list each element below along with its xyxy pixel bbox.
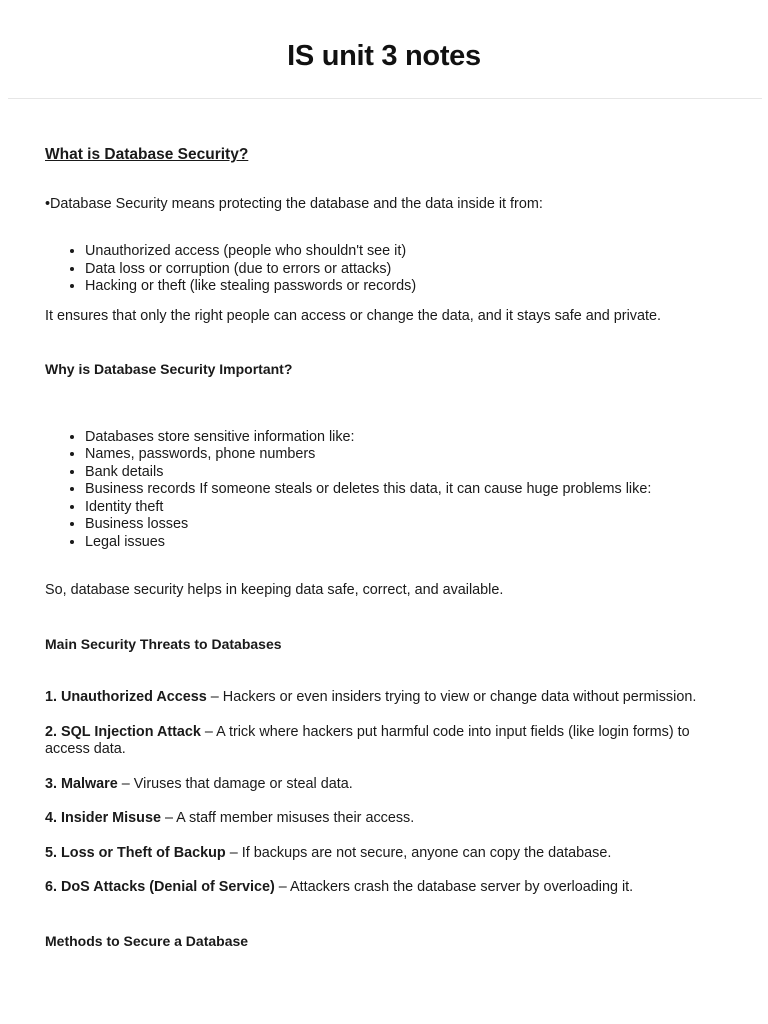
list-item: • Business losses xyxy=(85,516,735,534)
list-item: • Unauthorized access (people who shouldn't see it) xyxy=(85,243,735,261)
threat-text: – A trick where hackers put harmful code into input fields (like login forms) to access data. xyxy=(45,723,690,757)
threat-title: 2. SQL Injection Attack xyxy=(45,723,201,740)
section-heading-why: Why is Database Security Important? xyxy=(45,361,293,377)
intro-paragraph: •Database Security means protecting the database and the data inside it from: xyxy=(45,195,543,212)
page-title: IS unit 3 notes xyxy=(287,40,481,72)
threat-text: – Viruses that damage or steal data. xyxy=(117,775,353,792)
list-item: • Databases store sensitive information like: xyxy=(85,429,735,447)
threat-text: – Hackers or even insiders trying to view or change data without permission. xyxy=(206,689,697,705)
threat-title: 1. Unauthorized Access xyxy=(45,689,207,705)
list-item: • Legal issues xyxy=(85,534,735,552)
title-divider xyxy=(8,98,762,99)
threat-list xyxy=(45,243,735,296)
list-item: • Hacking or theft (like stealing passwords or records) xyxy=(85,278,735,296)
document-body xyxy=(45,146,735,950)
summary-paragraph: So, database security helps in keeping data safe, correct, and available. xyxy=(45,582,504,598)
threat-item xyxy=(45,776,735,794)
summary-paragraph: It ensures that only the right people can access or change the data, and it stays safe and private. xyxy=(45,307,661,324)
threat-item xyxy=(45,879,735,897)
threat-title: 4. Insider Misuse xyxy=(45,810,161,826)
threat-item xyxy=(45,724,735,759)
threat-text: – A staff member misuses their access. xyxy=(160,810,415,826)
section-heading-what-is: What is Database Security? xyxy=(45,146,249,163)
section-heading-methods: Methods to Secure a Database xyxy=(45,932,249,949)
threat-text: – If backups are not secure, anyone can copy the database. xyxy=(225,844,612,861)
threat-title: 3. Malware xyxy=(45,775,118,792)
problems-list xyxy=(45,499,735,552)
threat-item xyxy=(45,845,735,863)
threat-title: 6. DoS Attacks (Denial of Service) xyxy=(45,879,275,895)
list-item: • Business records If someone steals or deletes this data, it can cause huge problems like: xyxy=(85,481,735,499)
threat-item xyxy=(45,810,735,828)
threat-text: – Attackers crash the database server by overloading it. xyxy=(274,879,634,895)
sensitive-info-list xyxy=(45,429,735,499)
list-item: • Identity theft xyxy=(85,499,735,517)
threat-item xyxy=(45,689,735,707)
threats-list xyxy=(45,689,735,897)
list-item: • Bank details xyxy=(85,464,735,482)
list-item: • Data loss or corruption (due to errors or attacks) xyxy=(85,261,735,279)
threat-title: 5. Loss or Theft of Backup xyxy=(45,844,226,861)
list-item: • Names, passwords, phone numbers xyxy=(85,446,735,464)
section-heading-threats: Main Security Threats to Databases xyxy=(45,635,282,652)
